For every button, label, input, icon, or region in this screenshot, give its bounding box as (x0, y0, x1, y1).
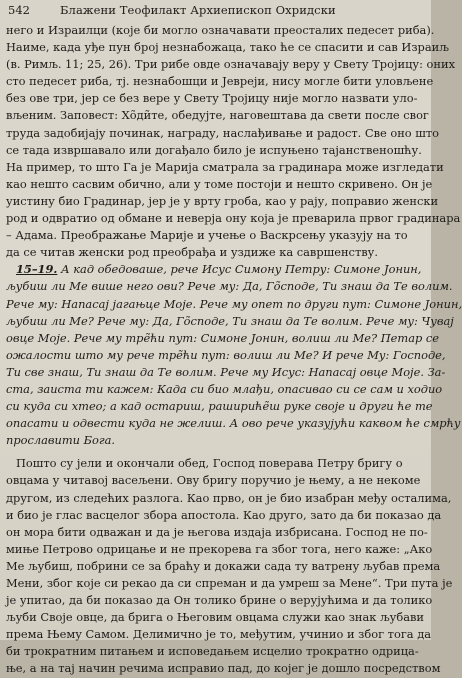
text-line: Наиме, када уђе пун број незнабожаца, тако ће се спасити и сав Израиљ (6, 40, 449, 55)
page-header (0, 3, 431, 19)
text-line: ње, а на тај начин речима исправио пад, до којег је дошло посредством (6, 661, 441, 676)
text-line: би трократним питањем и исповедањем исцелио трократно одрица- (6, 644, 419, 659)
text-line: да се читав женски род преобрађа и уздиже ка савршенству. (6, 245, 378, 260)
text-line: прославити Бога. (6, 433, 116, 448)
text-line: другом, из следећих разлога. Као прво, он је био изабран међу осталима, (6, 490, 452, 505)
text-line: Пошто су јели и окончали обед, Господ поверава Петру бригу о (16, 456, 403, 471)
page-number: 542 (8, 3, 30, 17)
text-line: уистину био Градинар, јер је у врту гроба, као у рају, поправио женски (6, 193, 439, 208)
text-line: Мени, због које си рекао да си спреман и да умреш за Мене“. Три пута је (6, 576, 453, 590)
text-line: род и одвратио од обмане и неверја ону која је преварила првог градинара (6, 211, 461, 226)
paragraph-commentary-2 (6, 455, 453, 677)
text-line: си куда си хтео; а кад остариш, рашириће̃ш руке своје и други ће те (6, 399, 433, 414)
verse-text: А кад обедоваше, рече Исус Симону Петру: Симоне Јонин, (57, 262, 422, 277)
text-line: љубиш ли Ме више него ови? Рече му: Да, Го̃споде, Ти знаш да Те волим. (6, 279, 453, 294)
text-line: Рече му: Напасај јагањце Моје. Рече му опет по други пут: Симоне Јонин, (6, 296, 462, 311)
text-line: него и Израилци (које би могло означавати преосталих педесет риба). (6, 23, 435, 37)
text-line: труда задобијају починак, награду, наслађивање и радост. Све оно што (6, 125, 440, 140)
text-line: љубиш ли Ме? Рече му: Да, Го̃споде, Ти знаш да Те волим. Рече му: Чувај (6, 313, 454, 328)
text-line: ста, заиста ти кажем: Када си био млађи, опасивао си се сам и ходио (6, 381, 443, 396)
text-line: На пример, то што Га је Марија сматрала за градинара може изгледати (6, 159, 444, 174)
scripture-passage (6, 261, 462, 449)
running-title: Блажени Теофилакт Архиепископ Охридски (60, 3, 336, 17)
text-line: ожалости што му рече тре̃ћи пут: волиш ли Ме? И рече Му: Господе, (6, 347, 446, 362)
text-line: – Адама. Преображање Марије и учење о Васкрсењу указују на то (6, 228, 408, 243)
paragraph-commentary-1 (6, 22, 461, 261)
text-line: вљеним. Заповест: Хо̃ди̃те, обедујте, наговештава да свети после свог (6, 108, 429, 123)
text-line: (в. Римљ. 11; 25, 26). Три рибе овде означавају веру у Свету Тројицу: оних (6, 57, 456, 72)
text-line: овцама у читавој васељени. Ову бригу поручио је њему, а не некоме (6, 473, 421, 488)
text-line: према Њему Самом. Делимично је то, међутим, учинио и због тога да (6, 627, 432, 642)
text-line: Ме љубиш, побрини се за браћу и докажи сада ту ватрену љубав према (6, 558, 441, 573)
verse-reference: 15–19. (16, 262, 58, 277)
text-line: миње Петрово одрицање и не прекорева га због тога, него каже: „Ако (6, 541, 433, 556)
text-line: без ове три, јер се без вере у Свету Тројицу није могло назвати уло- (6, 91, 418, 106)
text-line: љуби Своје овце, да брига о Његовим овцама служи као знак љубави (6, 610, 424, 625)
text-line: се тада извршавало или догађало било је испуњено тајанственошћу. (6, 142, 422, 157)
body-text (6, 22, 462, 678)
text-line: овце Моје. Рече му тре̃ћи пут: Симоне Јонин, волиш ли Ме? Петар се (6, 330, 440, 345)
text-line: сто педесет риба, тј. незнабошци и Јевреји, нису могле бити уловљене (6, 74, 434, 89)
text-line: је упитао, да би показао да Он толико брине о верујућима и да толико (6, 593, 433, 608)
text-line: Ти све знаш, Ти знаш да Те волим. Рече му Исус: Напасај овце Моје. За- (6, 364, 446, 379)
text-line: као нешто сасвим обично, али у томе постоји и нешто скривено. Он је (6, 176, 433, 191)
text-line: он мора бити одважан и да је његова издаја избрисана. Господ не по- (6, 524, 428, 539)
text-line: и био је глас васцелог збора апостола. Као друго, зато да би показао да (6, 507, 442, 522)
text-line: опасати и одвести куда не желиш. А ово рече указујући каквом ће смрћу (6, 416, 461, 431)
text-line (6, 261, 428, 278)
